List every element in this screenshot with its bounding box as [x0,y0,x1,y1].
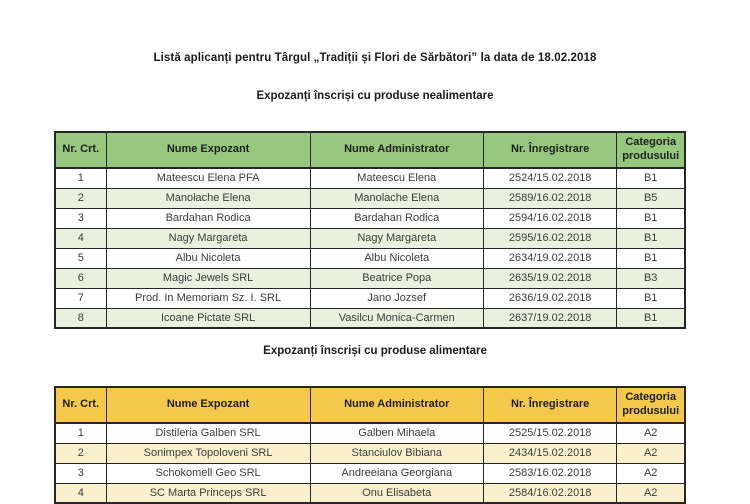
table-cell: A2 [617,483,685,503]
table-cell: 1 [55,168,106,188]
table-cell: Nagy Margareta [310,228,483,248]
table-row [55,308,685,328]
table-row [55,463,685,483]
table-cell: 2634/19.02.2018 [483,248,617,268]
table-row [55,288,685,308]
table-header-row [55,132,685,168]
table-cell: 2 [55,188,106,208]
table-row [55,248,685,268]
table-cell: Stanciulov Bibiana [310,443,483,463]
table-header-row [55,387,685,423]
column-header: Nr. Înregistrare [483,132,617,168]
table-cell: A2 [617,463,685,483]
table-cell: Bardahan Rodica [310,208,483,228]
column-header: Categoria produsului [617,132,685,168]
table-cell: 2 [55,443,106,463]
table-cell: 3 [55,208,106,228]
section-title-nonfood: Expozanți înscriși cu produse nealimentare [256,90,494,102]
table-cell: B3 [617,268,685,288]
table-cell: B5 [617,188,685,208]
column-header: Nr. Înregistrare [483,387,617,423]
column-header: Nume Expozant [106,132,310,168]
table-row [55,443,685,463]
table-cell: 2636/19.02.2018 [483,288,617,308]
table-cell: Magic Jewels SRL [106,268,310,288]
table-cell: Mateescu Elena [310,168,483,188]
table-cell: B1 [617,168,685,188]
table-cell: Icoane Pictate SRL [106,308,310,328]
table-cell: 7 [55,288,106,308]
table-cell: Manolache Elena [106,188,310,208]
table-cell: 5 [55,248,106,268]
table-cell: 1 [55,423,106,443]
table-cell: 2594/16.02.2018 [483,208,617,228]
table-cell: 6 [55,268,106,288]
table-cell: 4 [55,483,106,503]
table-cell: 3 [55,463,106,483]
table-row [55,208,685,228]
table-cell: SC Marta Princeps SRL [106,483,310,503]
column-header: Nr. Crt. [55,387,106,423]
document-title: Listă aplicanți pentru Târgul „Tradiții și Flori de Sărbători” la data de 18.02.2018 [153,52,597,64]
table-cell: Distileria Galben SRL [106,423,310,443]
column-header: Nume Expozant [106,387,310,423]
table-cell: Manolache Elena [310,188,483,208]
table-nonfood-exhibitors [54,131,686,329]
table-cell: A2 [617,443,685,463]
table-cell: 2637/19.02.2018 [483,308,617,328]
table-cell: Andreeiana Georgiana [310,463,483,483]
table-cell: B1 [617,308,685,328]
table-cell: A2 [617,423,685,443]
table-cell: 2589/16.02.2018 [483,188,617,208]
section-title-food: Expozanți înscriși cu produse alimentare [263,345,487,357]
table-cell: Prod. In Memoriam Sz. I. SRL [106,288,310,308]
table-cell: B1 [617,288,685,308]
column-header: Nume Administrator [310,132,483,168]
table-cell: Onu Elisabeta [310,483,483,503]
table-row [55,168,685,188]
table-cell: Albu Nicoleta [310,248,483,268]
table-cell: B1 [617,208,685,228]
table-cell: Galben Mihaela [310,423,483,443]
table-cell: 2595/16.02.2018 [483,228,617,248]
table-cell: Nagy Margareta [106,228,310,248]
table-cell: Vasilcu Monica-Carmen [310,308,483,328]
table-row [55,188,685,208]
table-cell: Schokomell Geo SRL [106,463,310,483]
table-row [55,483,685,503]
table-cell: B1 [617,248,685,268]
table-food-exhibitors [54,386,686,504]
table-cell: 2434/15.02.2018 [483,443,617,463]
table-cell: Bardahan Rodica [106,208,310,228]
table-cell: 2525/15.02.2018 [483,423,617,443]
table-cell: 4 [55,228,106,248]
table-cell: B1 [617,228,685,248]
table-cell: 2635/19.02.2018 [483,268,617,288]
table-cell: Beatrice Popa [310,268,483,288]
table-cell: 8 [55,308,106,328]
table-cell: 2524/15.02.2018 [483,168,617,188]
table-cell: 2584/16.02.2018 [483,483,617,503]
column-header: Nume Administrator [310,387,483,423]
table-cell: Mateescu Elena PFA [106,168,310,188]
table-cell: Albu Nicoleta [106,248,310,268]
column-header: Nr. Crt. [55,132,106,168]
table-cell: Jano Jozsef [310,288,483,308]
column-header: Categoria produsului [617,387,685,423]
table-cell: 2583/16.02.2018 [483,463,617,483]
table-cell: Sonimpex Topoloveni SRL [106,443,310,463]
table-row [55,268,685,288]
table-row [55,423,685,443]
table-row [55,228,685,248]
